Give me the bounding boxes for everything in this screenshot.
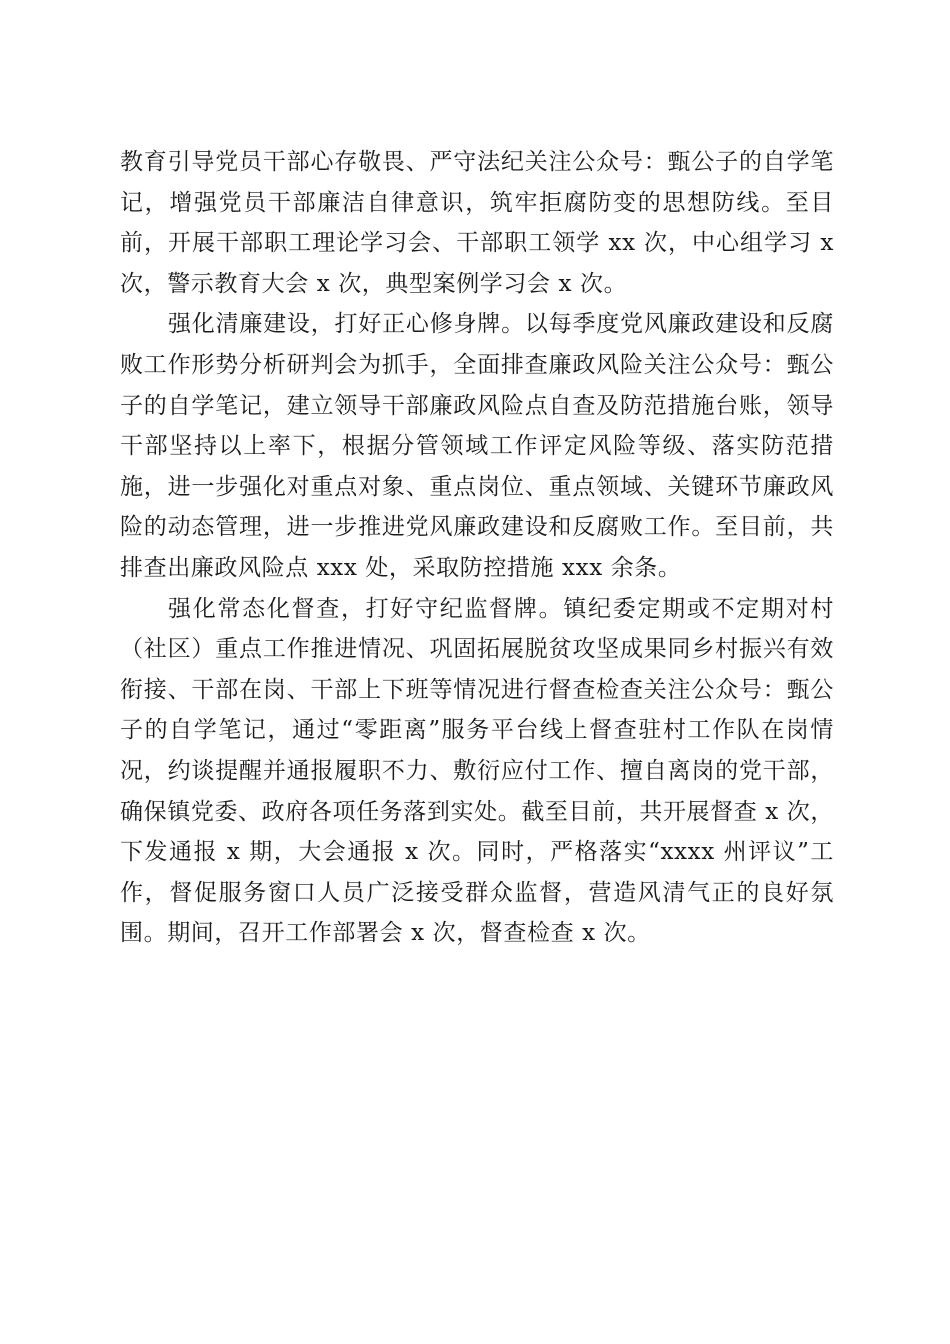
document-body <box>120 142 834 954</box>
paragraph-continuation: 教育引导党员干部心存敬畏、严守法纪关注公众号：甄公子的自学笔记，增强党员干部廉洁自律意识，筑牢拒腐防变的思想防线。至目前，开展干部职工理论学习会、干部职工领学 xx 次，中心组学习 x 次，警示教育大会 x 次，典型案例学习会 x 次。 <box>120 149 834 297</box>
paragraph-routine-supervision: 强化常态化督查，打好守纪监督牌。镇纪委定期或不定期对村（社区）重点工作推进情况、巩固拓展脱贫攻坚成果同乡村振兴有效衔接、干部在岗、干部上下班等情况进行督查检查关注公众号：甄公子的自学笔记，通过“零距离”服务平台线上督查驻村工作队在岗情况，约谈提醒并通报履职不力、敷衍应付工作、擅自离岗的党干部，确保镇党委、政府各项任务落到实处。截至目前，共开展督查 x 次，下发通报 x 期，大会通报 x 次。同时，严格落实“xxxx 州评议”工作，督促服务窗口人员广泛接受群众监督，营造风清气正的良好氛围。期间，召开工作部署会 x 次，督查检查 x 次。 <box>120 595 834 947</box>
paragraph-clean-construction: 强化清廉建设，打好正心修身牌。以每季度党风廉政建设和反腐败工作形势分析研判会为抓手，全面排查廉政风险关注公众号：甄公子的自学笔记，建立领导干部廉政风险点自查及防范措施台账，领导干部坚持以上率下，根据分管领域工作评定风险等级、落实防范措施，进一步强化对重点对象、重点岗位、重点领域、关键环节廉政风险的动态管理，进一步推进党风廉政建设和反腐败工作。至目前，共排查出廉政风险点 xxx 处，采取防控措施 xxx 余条。 <box>120 311 834 581</box>
